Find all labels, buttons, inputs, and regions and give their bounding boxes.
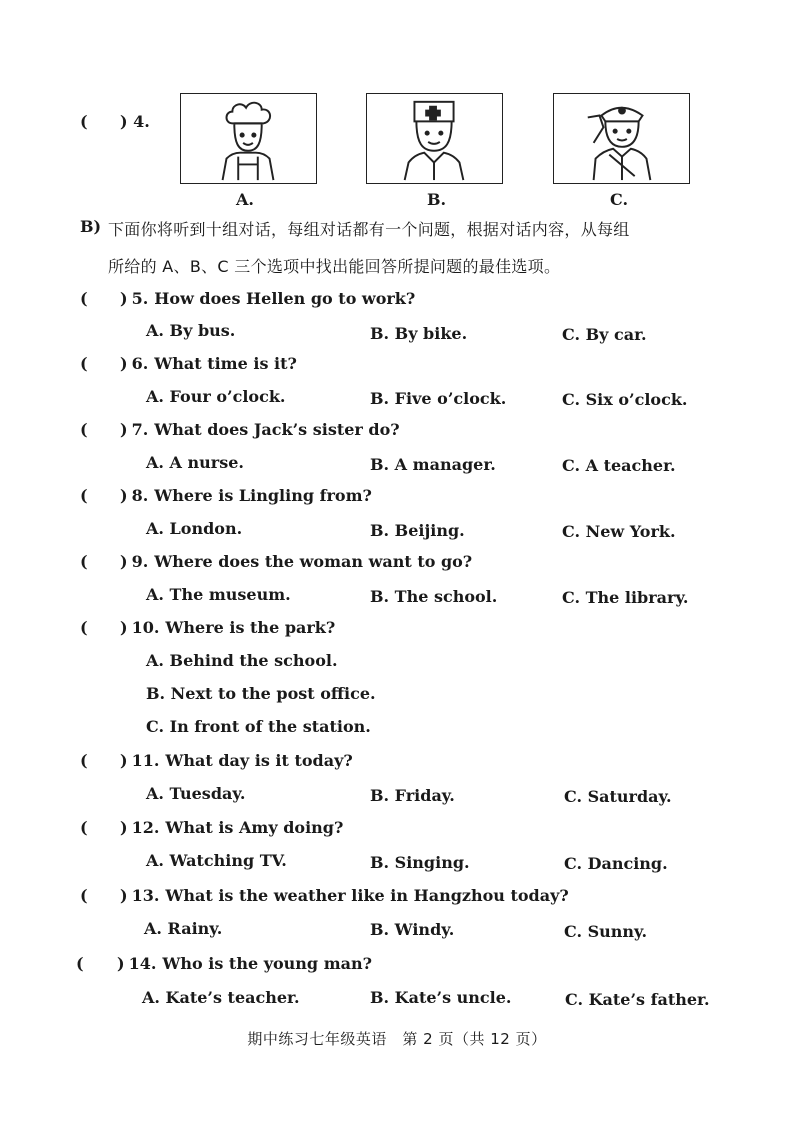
option-a: A. Four o’clock. <box>146 387 286 406</box>
option-c: C. New York. <box>562 522 676 541</box>
question-text: What is Amy doing? <box>165 818 344 837</box>
option-a: A. By bus. <box>146 321 236 340</box>
option-c: C. Saturday. <box>564 787 672 806</box>
question-text: Who is the young man? <box>162 954 372 973</box>
chef-picture-icon <box>180 93 317 184</box>
question-row: ( ) 6. What time is it? <box>80 354 297 373</box>
option-c: C. Dancing. <box>564 854 668 873</box>
option-c: C. The library. <box>562 588 689 607</box>
question-number: ) 4. <box>120 112 150 131</box>
answer-paren: ( <box>80 112 88 131</box>
question-number: 13. <box>131 886 160 905</box>
question-text: What time is it? <box>154 354 297 373</box>
option-b: B. Singing. <box>370 853 470 872</box>
question-number: 14. <box>128 954 157 973</box>
question-number: 9. <box>131 552 149 571</box>
section-instructions-line2: 所给的 A、B、C 三个选项中找出能回答所提问题的最佳选项。 <box>108 257 561 276</box>
option-a: A. London. <box>146 519 243 538</box>
page-footer: 期中练习七年级英语 第 2 页（共 12 页） <box>247 1030 547 1048</box>
question-row: ( ) 14. Who is the young man? <box>76 954 372 973</box>
option-a: A. Rainy. <box>144 919 223 938</box>
option-a: A. Behind the school. <box>146 651 338 670</box>
option-c: C. Six o’clock. <box>562 390 688 409</box>
option-b: B. Five o’clock. <box>370 389 507 408</box>
question-number: 8. <box>131 486 149 505</box>
option-c: C. By car. <box>562 325 647 344</box>
question-text: Where does the woman want to go? <box>154 552 473 571</box>
question-number: 11. <box>131 751 160 770</box>
police-officer-picture-icon <box>553 93 690 184</box>
question-text: What day is it today? <box>165 751 353 770</box>
question-row: ( ) 9. Where does the woman want to go? <box>80 552 473 571</box>
option-a-label: A. <box>236 190 254 209</box>
question-row: ( ) 8. Where is Lingling from? <box>80 486 372 505</box>
question-number: 7. <box>131 420 149 439</box>
option-a: A. Kate’s teacher. <box>142 988 300 1007</box>
option-b: B. Windy. <box>370 920 455 939</box>
option-b: B. A manager. <box>370 455 496 474</box>
question-text: What is the weather like in Hangzhou today? <box>165 886 569 905</box>
option-b: B. Next to the post office. <box>146 684 376 703</box>
option-b: B. Friday. <box>370 786 455 805</box>
option-b: B. By bike. <box>370 324 468 343</box>
question-row: ( ) 5. How does Hellen go to work? <box>80 289 416 308</box>
option-c: C. In front of the station. <box>146 717 371 736</box>
section-instructions-line1: 下面你将听到十组对话，每组对话都有一个问题，根据对话内容，从每组 <box>108 220 630 239</box>
option-c-label: C. <box>610 190 629 209</box>
question-text: Where is Lingling from? <box>154 486 372 505</box>
question-row: ( ) 12. What is Amy doing? <box>80 818 344 837</box>
question-number: 6. <box>131 354 149 373</box>
question-row: ( ) 13. What is the weather like in Hangzhou today? <box>80 886 569 905</box>
question-row: ( ) 11. What day is it today? <box>80 751 353 770</box>
option-a: A. Watching TV. <box>146 851 287 870</box>
option-b: B. Beijing. <box>370 521 465 540</box>
question-number: 10. <box>131 618 160 637</box>
option-b: B. The school. <box>370 587 498 606</box>
question-row: ( ) 7. What does Jack’s sister do? <box>80 420 400 439</box>
option-c: C. A teacher. <box>562 456 676 475</box>
option-a: A. The museum. <box>146 585 291 604</box>
question-text: What does Jack’s sister do? <box>154 420 400 439</box>
option-c: C. Kate’s father. <box>565 990 710 1009</box>
option-a: A. Tuesday. <box>146 784 246 803</box>
option-c: C. Sunny. <box>564 922 648 941</box>
doctor-picture-icon <box>366 93 503 184</box>
section-label: B) <box>80 217 102 236</box>
question-text: Where is the park? <box>165 618 336 637</box>
question-number: 5. <box>131 289 149 308</box>
question-text: How does Hellen go to work? <box>154 289 416 308</box>
question-row: ( ) 10. Where is the park? <box>80 618 336 637</box>
option-a: A. A nurse. <box>146 453 244 472</box>
option-b: B. Kate’s uncle. <box>370 988 512 1007</box>
question-number: 12. <box>131 818 160 837</box>
option-b-label: B. <box>427 190 447 209</box>
